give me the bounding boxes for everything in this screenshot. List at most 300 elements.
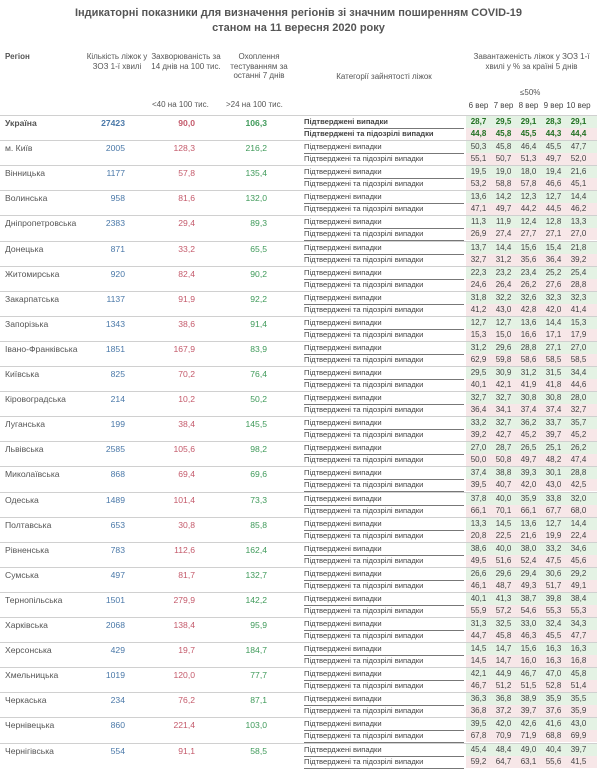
occupancy-value: 39,7 xyxy=(520,706,537,716)
incidence-value: 70,2 xyxy=(178,369,195,379)
occupancy-value: 38,6 xyxy=(470,543,487,553)
incidence-value: 128,3 xyxy=(173,143,195,154)
beds-value: 653 xyxy=(110,519,125,530)
occupancy-value: 33,8 xyxy=(545,493,562,503)
category-confirmed-suspected: Підтверджені та підозрілі випадки xyxy=(304,228,464,241)
occupancy-value: 39,8 xyxy=(545,593,562,603)
occupancy-value: 49,7 xyxy=(545,154,562,164)
occupancy-value: 27,0 xyxy=(570,229,587,239)
region-name: Львівська xyxy=(5,444,44,455)
occupancy-value: 15,6 xyxy=(520,644,537,654)
suspected-values xyxy=(466,555,597,567)
occupancy-value: 45,2 xyxy=(570,430,587,440)
table-row xyxy=(0,292,597,317)
category-confirmed: Підтверджені випадки xyxy=(304,518,464,531)
row-divider xyxy=(0,667,597,668)
testing-value: 98,2 xyxy=(250,444,267,455)
table-row xyxy=(0,568,597,593)
occupancy-value: 12,3 xyxy=(520,192,537,202)
region-name: Івано-Франківська xyxy=(5,343,78,354)
region-name: Житомирська xyxy=(5,268,60,279)
occupancy-value: 14,7 xyxy=(495,656,512,666)
header-category: Категорії зайнятості ліжок xyxy=(336,72,432,81)
beds-value: 871 xyxy=(110,243,125,254)
category-confirmed: Підтверджені випадки xyxy=(304,242,464,255)
occupancy-value: 55,3 xyxy=(545,605,562,615)
occupancy-value: 51,6 xyxy=(495,555,512,565)
row-divider xyxy=(0,215,597,216)
confirmed-values xyxy=(466,518,597,530)
category-confirmed: Підтверджені випадки xyxy=(304,568,464,581)
occupancy-value: 67,7 xyxy=(545,505,562,515)
occupancy-value: 28,8 xyxy=(570,468,587,478)
occupancy-value: 46,3 xyxy=(520,631,537,640)
beds-value: 497 xyxy=(110,569,125,580)
occupancy-value: 29,5 xyxy=(495,117,512,126)
occupancy-value: 26,2 xyxy=(520,279,537,289)
confirmed-values xyxy=(466,693,597,705)
region-name: Чернігівська xyxy=(5,745,54,756)
occupancy-value: 51,4 xyxy=(570,681,587,691)
occupancy-value: 29,5 xyxy=(470,368,487,377)
occupancy-value: 42,6 xyxy=(520,719,537,729)
incidence-value: 91,9 xyxy=(178,293,195,304)
testing-value: 95,9 xyxy=(250,620,267,630)
region-name: Кіровоградська xyxy=(5,394,66,405)
category-confirmed: Підтверджені випадки xyxy=(304,166,464,179)
occupancy-value: 59,8 xyxy=(495,354,512,364)
header-occupancy: Завантаженість ліжок у ЗОЗ 1-ї хвилі у % за країні 5 днів xyxy=(473,52,590,71)
category-confirmed-suspected: Підтверджені та підозрілі випадки xyxy=(304,479,464,492)
occupancy-value: 55,3 xyxy=(570,605,587,615)
incidence-value: 69,4 xyxy=(178,469,195,480)
testing-value: 77,7 xyxy=(250,670,267,681)
category-confirmed-suspected: Підтверджені та підозрілі випадки xyxy=(304,254,464,267)
row-divider xyxy=(0,291,597,292)
occupancy-value: 35,9 xyxy=(520,493,537,503)
confirmed-values xyxy=(466,543,597,555)
occupancy-value: 22,4 xyxy=(570,530,587,540)
row-divider xyxy=(0,190,597,191)
day-headers xyxy=(466,100,597,110)
incidence-value: 91,1 xyxy=(178,745,195,756)
occupancy-value: 12,7 xyxy=(470,317,487,327)
category-confirmed: Підтверджені випадки xyxy=(304,618,464,631)
testing-value: 162,4 xyxy=(245,544,267,555)
category-confirmed-suspected: Підтверджені та підозрілі випадки xyxy=(304,555,464,568)
occupancy-value: 40,1 xyxy=(470,380,487,389)
incidence-threshold: <40 на 100 тис. xyxy=(152,100,209,109)
row-divider xyxy=(0,266,597,267)
occupancy-value: 19,4 xyxy=(545,167,562,177)
confirmed-values xyxy=(466,493,597,505)
table-row xyxy=(0,493,597,518)
incidence-value: 30,8 xyxy=(178,519,195,530)
category-confirmed-suspected: Підтверджені та підозрілі випадки xyxy=(304,505,464,518)
category-confirmed: Підтверджені випадки xyxy=(304,668,464,681)
table-row xyxy=(0,267,597,292)
beds-value: 920 xyxy=(110,268,125,279)
occupancy-value: 25,4 xyxy=(570,267,587,277)
occupancy-value: 30,6 xyxy=(545,568,562,578)
beds-value: 1343 xyxy=(105,318,125,329)
occupancy-value: 26,2 xyxy=(570,443,587,453)
beds-value: 2383 xyxy=(105,218,125,229)
occupancy-value: 42,7 xyxy=(495,430,512,440)
occupancy-value: 26,5 xyxy=(520,443,537,453)
suspected-values xyxy=(466,680,597,692)
title-line-2: станом на 11 вересня 2020 року xyxy=(212,22,385,34)
occupancy-value: 32,0 xyxy=(570,493,587,503)
occupancy-value: 41,3 xyxy=(495,593,512,603)
occupancy-value: 35,6 xyxy=(520,254,537,264)
occupancy-threshold: ≤50% xyxy=(520,88,541,97)
occupancy-value: 21,8 xyxy=(570,242,587,252)
occupancy-value: 42,0 xyxy=(495,719,512,729)
row-divider xyxy=(0,743,597,744)
row-divider xyxy=(0,542,597,543)
occupancy-value: 41,2 xyxy=(470,304,487,314)
beds-value: 783 xyxy=(110,544,125,555)
occupancy-value: 30,9 xyxy=(495,368,512,377)
region-name: Хмельницька xyxy=(5,670,59,681)
occupancy-value: 45,8 xyxy=(495,142,512,152)
occupancy-value: 58,8 xyxy=(495,179,512,189)
occupancy-value: 40,0 xyxy=(495,543,512,553)
confirmed-values xyxy=(466,116,597,128)
region-name: Волинська xyxy=(5,193,48,204)
incidence-value: 138,4 xyxy=(173,620,195,630)
incidence-value: 105,6 xyxy=(173,444,195,455)
occupancy-value: 41,8 xyxy=(545,380,562,389)
occupancy-value: 46,1 xyxy=(470,580,487,590)
testing-value: 92,2 xyxy=(250,293,267,304)
occupancy-value: 52,0 xyxy=(570,154,587,164)
occupancy-value: 28,7 xyxy=(470,117,487,126)
occupancy-value: 29,1 xyxy=(520,117,537,126)
table-row xyxy=(0,317,597,342)
occupancy-value: 15,3 xyxy=(570,317,587,327)
confirmed-values xyxy=(466,718,597,730)
category-confirmed-suspected: Підтверджені та підозрілі випадки xyxy=(304,128,464,141)
occupancy-value: 28,3 xyxy=(545,117,562,126)
occupancy-value: 39,2 xyxy=(570,254,587,264)
incidence-value: 101,4 xyxy=(173,494,195,505)
suspected-values xyxy=(466,454,597,466)
occupancy-value: 21,6 xyxy=(570,167,587,177)
occupancy-value: 64,7 xyxy=(495,756,512,766)
table-row xyxy=(0,141,597,166)
category-confirmed-suspected: Підтверджені та підозрілі випадки xyxy=(304,153,464,166)
table-row xyxy=(0,216,597,241)
occupancy-value: 48,7 xyxy=(495,580,512,590)
occupancy-value: 49,7 xyxy=(520,455,537,465)
occupancy-value: 26,4 xyxy=(495,279,512,289)
occupancy-value: 49,0 xyxy=(520,744,537,754)
confirmed-values xyxy=(466,267,597,279)
testing-value: 65,5 xyxy=(250,243,267,254)
row-divider xyxy=(0,592,597,593)
suspected-values xyxy=(466,530,597,542)
occupancy-value: 12,7 xyxy=(545,192,562,202)
testing-value: 106,3 xyxy=(245,118,267,128)
page-title xyxy=(0,6,597,36)
occupancy-value: 35,9 xyxy=(570,706,587,716)
occupancy-value: 44,3 xyxy=(545,129,562,138)
occupancy-value: 29,4 xyxy=(520,568,537,578)
occupancy-value: 15,4 xyxy=(545,242,562,252)
category-confirmed: Підтверджені випадки xyxy=(304,342,464,355)
occupancy-value: 13,3 xyxy=(470,518,487,528)
occupancy-value: 12,8 xyxy=(545,217,562,227)
occupancy-value: 70,9 xyxy=(495,731,512,741)
occupancy-value: 24,6 xyxy=(470,279,487,289)
occupancy-value: 42,0 xyxy=(545,304,562,314)
occupancy-value: 67,8 xyxy=(470,731,487,741)
incidence-value: 10,2 xyxy=(178,394,195,405)
title-line-1: Індикаторні показники для визначення регіонів зі значним поширенням COVID-19 xyxy=(74,7,522,19)
region-name: Вінницька xyxy=(5,168,46,179)
incidence-value: 33,2 xyxy=(178,243,195,254)
occupancy-value: 15,6 xyxy=(520,242,537,252)
occupancy-value: 29,6 xyxy=(495,568,512,578)
table-row xyxy=(0,518,597,543)
testing-value: 76,4 xyxy=(250,369,267,379)
category-confirmed: Підтверджені випадки xyxy=(304,543,464,556)
occupancy-value: 47,4 xyxy=(570,455,587,465)
beds-value: 429 xyxy=(110,645,125,656)
suspected-values xyxy=(466,304,597,316)
occupancy-value: 32,7 xyxy=(495,418,512,428)
occupancy-value: 49,3 xyxy=(520,580,537,590)
suspected-values xyxy=(466,128,597,140)
occupancy-value: 36,8 xyxy=(470,706,487,716)
occupancy-value: 32,6 xyxy=(520,292,537,302)
day-header: 6 вер xyxy=(468,101,489,110)
confirmed-values xyxy=(466,643,597,655)
category-confirmed: Підтверджені випадки xyxy=(304,367,464,380)
occupancy-value: 49,1 xyxy=(570,580,587,590)
occupancy-value: 45,1 xyxy=(570,179,587,189)
category-confirmed-suspected: Підтверджені та підозрілі випадки xyxy=(304,178,464,191)
occupancy-value: 50,3 xyxy=(470,142,487,152)
occupancy-value: 32,7 xyxy=(470,254,487,264)
occupancy-value: 41,5 xyxy=(570,756,587,766)
occupancy-value: 48,4 xyxy=(495,744,512,754)
occupancy-value: 36,8 xyxy=(495,694,512,704)
beds-value: 1019 xyxy=(105,670,125,681)
beds-value: 1851 xyxy=(105,343,125,354)
confirmed-values xyxy=(466,593,597,605)
occupancy-value: 47,7 xyxy=(570,631,587,640)
occupancy-value: 25,1 xyxy=(545,443,562,453)
occupancy-value: 28,8 xyxy=(570,279,587,289)
category-confirmed-suspected: Підтверджені та підозрілі випадки xyxy=(304,429,464,442)
occupancy-value: 14,5 xyxy=(470,656,487,666)
occupancy-value: 33,7 xyxy=(545,418,562,428)
occupancy-value: 14,5 xyxy=(470,644,487,654)
category-confirmed-suspected: Підтверджені та підозрілі випадки xyxy=(304,354,464,367)
suspected-values xyxy=(466,705,597,717)
suspected-values xyxy=(466,178,597,190)
beds-value: 1489 xyxy=(105,494,125,505)
occupancy-value: 31,2 xyxy=(495,254,512,264)
occupancy-value: 45,8 xyxy=(570,669,587,679)
occupancy-value: 42,8 xyxy=(520,304,537,314)
occupancy-value: 42,1 xyxy=(470,669,487,679)
suspected-values xyxy=(466,730,597,742)
occupancy-value: 43,0 xyxy=(570,719,587,729)
occupancy-value: 31,2 xyxy=(520,368,537,377)
region-name: Черкаська xyxy=(5,695,47,706)
testing-value: 87,1 xyxy=(250,695,267,706)
incidence-value: 90,0 xyxy=(178,118,195,128)
occupancy-value: 35,5 xyxy=(570,694,587,704)
occupancy-value: 32,3 xyxy=(570,292,587,302)
testing-value: 135,4 xyxy=(245,168,267,179)
region-name: Рівненська xyxy=(5,544,49,555)
occupancy-value: 62,9 xyxy=(470,354,487,364)
occupancy-value: 32,4 xyxy=(545,619,562,628)
table-row xyxy=(0,191,597,216)
testing-value: 132,0 xyxy=(245,193,267,204)
suspected-values xyxy=(466,479,597,491)
testing-value: 50,2 xyxy=(250,394,267,405)
occupancy-value: 44,2 xyxy=(520,204,537,214)
occupancy-value: 14,4 xyxy=(570,192,587,202)
occupancy-value: 16,0 xyxy=(520,656,537,666)
occupancy-value: 14,4 xyxy=(495,242,512,252)
category-confirmed: Підтверджені випадки xyxy=(304,744,464,757)
occupancy-value: 38,7 xyxy=(520,593,537,603)
occupancy-value: 39,7 xyxy=(545,430,562,440)
beds-value: 199 xyxy=(110,419,125,430)
row-divider xyxy=(0,466,597,467)
occupancy-value: 33,2 xyxy=(470,418,487,428)
occupancy-value: 29,6 xyxy=(495,342,512,352)
region-name: Херсонська xyxy=(5,645,52,656)
region-name: Одеська xyxy=(5,494,39,505)
incidence-value: 76,2 xyxy=(178,695,195,706)
table-row xyxy=(0,718,597,743)
beds-value: 860 xyxy=(110,720,125,731)
occupancy-value: 13,6 xyxy=(520,317,537,327)
occupancy-value: 14,2 xyxy=(495,192,512,202)
occupancy-value: 51,5 xyxy=(520,681,537,691)
beds-value: 2068 xyxy=(105,620,125,630)
category-confirmed-suspected: Підтверджені та підозрілі випадки xyxy=(304,203,464,216)
occupancy-value: 15,0 xyxy=(495,329,512,339)
occupancy-value: 12,4 xyxy=(520,217,537,227)
suspected-values xyxy=(466,329,597,341)
region-name: Сумська xyxy=(5,569,39,580)
suspected-values xyxy=(466,228,597,240)
occupancy-value: 43,0 xyxy=(495,304,512,314)
confirmed-values xyxy=(466,668,597,680)
occupancy-value: 34,1 xyxy=(495,405,512,415)
incidence-value: 38,4 xyxy=(178,419,195,430)
occupancy-value: 37,2 xyxy=(495,706,512,716)
occupancy-value: 43,0 xyxy=(545,480,562,490)
region-name: Тернопільська xyxy=(5,594,63,605)
row-divider xyxy=(0,416,597,417)
occupancy-value: 12,7 xyxy=(545,518,562,528)
occupancy-value: 42,0 xyxy=(520,480,537,490)
occupancy-value: 39,2 xyxy=(470,430,487,440)
confirmed-values xyxy=(466,317,597,329)
occupancy-value: 50,7 xyxy=(495,154,512,164)
table-row xyxy=(0,467,597,492)
occupancy-value: 42,5 xyxy=(570,480,587,490)
category-confirmed-suspected: Підтверджені та підозрілі випадки xyxy=(304,730,464,743)
confirmed-values xyxy=(466,242,597,254)
occupancy-value: 55,1 xyxy=(470,154,487,164)
confirmed-values xyxy=(466,618,597,630)
occupancy-value: 41,9 xyxy=(520,380,537,389)
incidence-value: 120,0 xyxy=(173,670,195,681)
table-row xyxy=(0,643,597,668)
occupancy-value: 40,7 xyxy=(495,480,512,490)
occupancy-value: 44,5 xyxy=(545,204,562,214)
occupancy-value: 35,9 xyxy=(545,694,562,704)
category-confirmed: Підтверджені випадки xyxy=(304,643,464,656)
occupancy-value: 14,4 xyxy=(570,518,587,528)
occupancy-value: 27,0 xyxy=(470,443,487,453)
table-row xyxy=(0,618,597,643)
occupancy-value: 47,5 xyxy=(545,555,562,565)
header-beds: Кількість ліжок у ЗОЗ 1-ї хвилі xyxy=(86,52,148,71)
suspected-values xyxy=(466,254,597,266)
occupancy-value: 48,2 xyxy=(545,455,562,465)
occupancy-value: 39,5 xyxy=(470,480,487,490)
occupancy-value: 68,8 xyxy=(545,731,562,741)
category-confirmed-suspected: Підтверджені та підозрілі випадки xyxy=(304,279,464,292)
table-row xyxy=(0,442,597,467)
occupancy-value: 13,6 xyxy=(520,518,537,528)
occupancy-value: 13,6 xyxy=(470,192,487,202)
occupancy-value: 32,3 xyxy=(545,292,562,302)
occupancy-value: 58,5 xyxy=(570,354,587,364)
suspected-values xyxy=(466,630,597,642)
occupancy-value: 45,5 xyxy=(520,129,537,138)
incidence-value: 57,8 xyxy=(178,168,195,179)
occupancy-value: 32,5 xyxy=(495,619,512,628)
occupancy-value: 13,3 xyxy=(570,217,587,227)
category-confirmed: Підтверджені випадки xyxy=(304,693,464,706)
testing-value: 85,8 xyxy=(250,519,267,530)
occupancy-value: 36,3 xyxy=(470,694,487,704)
occupancy-value: 27,1 xyxy=(545,229,562,239)
occupancy-value: 49,5 xyxy=(470,555,487,565)
category-confirmed-suspected: Підтверджені та підозрілі випадки xyxy=(304,304,464,317)
region-name: Закарпатська xyxy=(5,293,60,304)
category-confirmed: Підтверджені випадки xyxy=(304,442,464,455)
occupancy-value: 36,4 xyxy=(545,254,562,264)
suspected-values xyxy=(466,153,597,165)
occupancy-value: 20,8 xyxy=(470,530,487,540)
table-row xyxy=(0,668,597,693)
occupancy-value: 36,2 xyxy=(520,418,537,428)
occupancy-value: 38,9 xyxy=(520,694,537,704)
beds-value: 2005 xyxy=(105,143,125,154)
day-header: 8 вер xyxy=(518,101,539,110)
region-name: Миколаївська xyxy=(5,469,60,480)
category-confirmed-suspected: Підтверджені та підозрілі випадки xyxy=(304,630,464,643)
beds-value: 2585 xyxy=(105,444,125,455)
suspected-values xyxy=(466,203,597,215)
occupancy-value: 16,3 xyxy=(545,644,562,654)
occupancy-value: 29,1 xyxy=(570,117,587,126)
